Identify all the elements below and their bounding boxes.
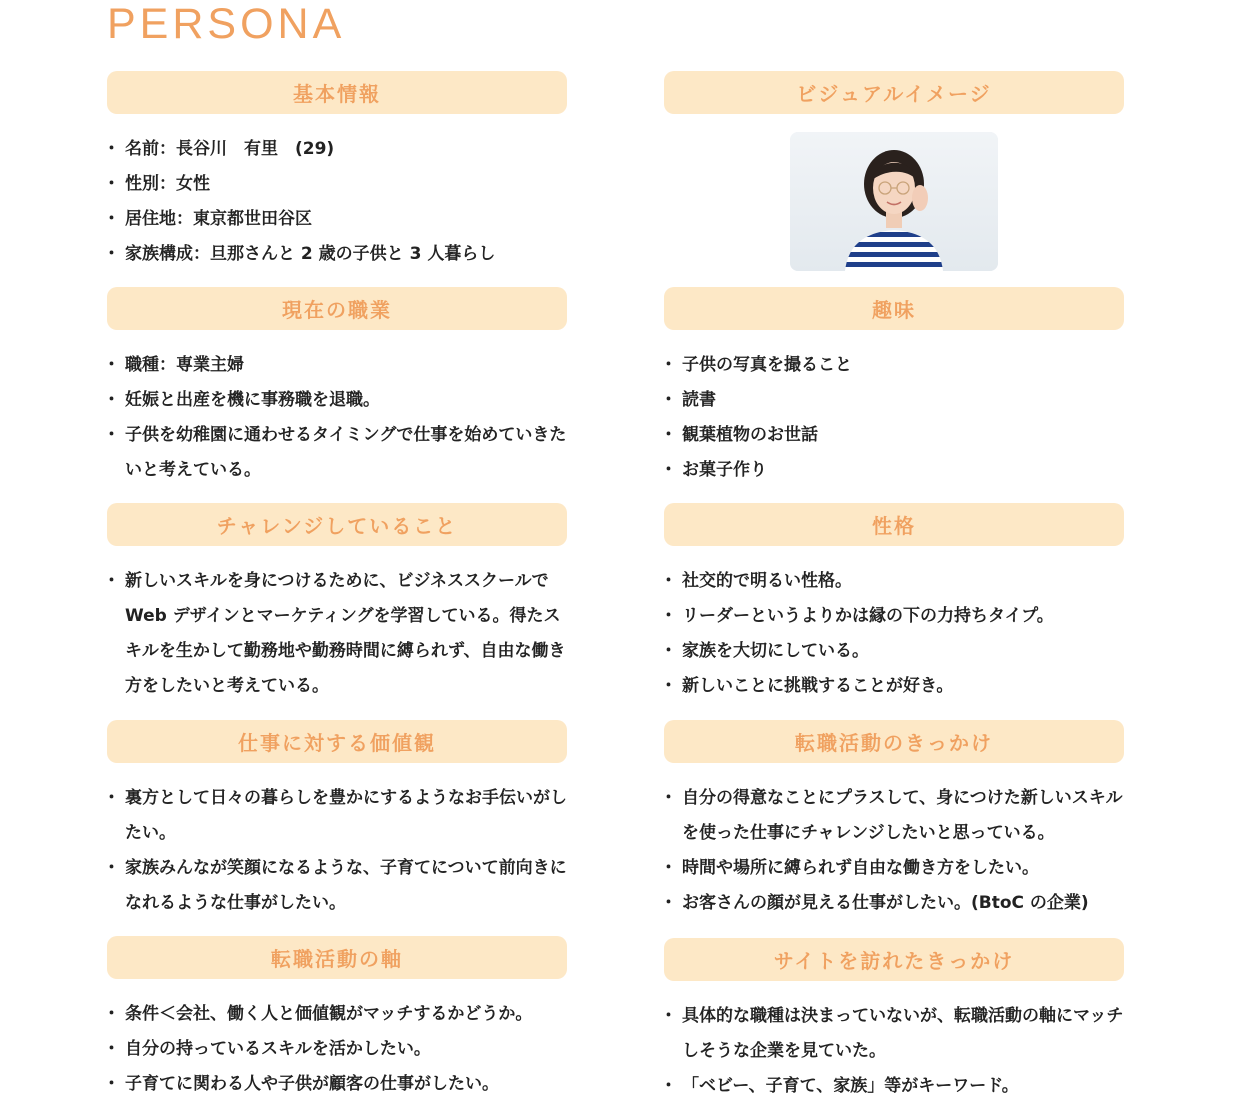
section-list — [109, 564, 567, 704]
section-list — [109, 997, 567, 1102]
section-list — [666, 781, 1124, 921]
section-list — [109, 781, 567, 921]
list-item: ・ お客さんの顔が見える仕事がしたい。(BtoC の企業) — [666, 886, 1124, 921]
list-item: ・ 観葉植物のお世話 — [666, 418, 1124, 453]
section-personality — [664, 503, 1124, 696]
section-list — [666, 564, 1124, 704]
section-header: チャレンジしていること — [107, 503, 567, 546]
list-item: ・ 家族構成：旦那さんと 2 歳の子供と 3 人暮らし — [109, 237, 567, 272]
list-item: ・ 新しいスキルを身につけるために、ビジネススクールで Web デザインとマーケティングを学習している。得たスキルを生かして勤務地や勤務時間に縛られず、自由な働き方をしたいと考えている。 — [109, 564, 567, 704]
persona-photo-illustration — [790, 132, 998, 271]
section-header: 転職活動のきっかけ — [664, 720, 1124, 763]
section-header: 仕事に対する価値観 — [107, 720, 567, 763]
list-item: ・ 自分の持っているスキルを活かしたい。 — [109, 1032, 567, 1067]
section-header: 転職活動の軸 — [107, 936, 567, 979]
list-item: ・ 具体的な職種は決まっていないが、転職活動の軸にマッチしそうな企業を見ていた。 — [666, 999, 1124, 1069]
section-list — [109, 132, 567, 272]
section-list — [109, 348, 567, 488]
list-item: ・ 性別：女性 — [109, 167, 567, 202]
section-header: 趣味 — [664, 287, 1124, 330]
list-item: ・ 子育てに関わる人や子供が顧客の仕事がしたい。 — [109, 1067, 567, 1102]
list-item: ・ リーダーというよりかは縁の下の力持ちタイプ。 — [666, 599, 1124, 634]
list-item: ・ 時間や場所に縛られず自由な働き方をしたい。 — [666, 851, 1124, 886]
list-item: ・ 名前：長谷川 有里 (29) — [109, 132, 567, 167]
section-challenge — [107, 503, 567, 696]
section-basic-info — [107, 71, 567, 264]
list-item: ・ 職種：専業主婦 — [109, 348, 567, 383]
section-header: 性格 — [664, 503, 1124, 546]
page-title: PERSONA — [107, 0, 346, 48]
list-item: ・ 裏方として日々の暮らしを豊かにするようなお手伝いがしたい。 — [109, 781, 567, 851]
section-hobbies — [664, 287, 1124, 480]
section-list — [666, 999, 1124, 1104]
section-job-hunting-axis — [107, 936, 567, 1094]
list-item: ・ 社交的で明るい性格。 — [666, 564, 1124, 599]
list-item: ・ 家族みんなが笑顔になるような、子育てについて前向きになれるような仕事がしたい。 — [109, 851, 567, 921]
list-item: ・ お菓子作り — [666, 453, 1124, 488]
section-header: 現在の職業 — [107, 287, 567, 330]
list-item: ・ 子供の写真を撮ること — [666, 348, 1124, 383]
section-header: ビジュアルイメージ — [664, 71, 1124, 114]
section-list — [666, 348, 1124, 488]
list-item: ・ 新しいことに挑戦することが好き。 — [666, 669, 1124, 704]
section-work-values — [107, 720, 567, 913]
list-item: ・ 自分の得意なことにプラスして、身につけた新しいスキルを使った仕事にチャレンジしたいと思っている。 — [666, 781, 1124, 851]
section-site-visit-trigger — [664, 938, 1124, 1096]
list-item: ・ 子供を幼稚園に通わせるタイミングで仕事を始めていきたいと考えている。 — [109, 418, 567, 488]
list-item: ・ 居住地：東京都世田谷区 — [109, 202, 567, 237]
section-header: 基本情報 — [107, 71, 567, 114]
list-item: ・ 家族を大切にしている。 — [666, 634, 1124, 669]
section-current-job — [107, 287, 567, 480]
list-item: ・ 「ベビー、子育て、家族」等がキーワード。 — [666, 1069, 1124, 1104]
list-item: ・ 読書 — [666, 383, 1124, 418]
list-item: ・ 条件＜会社、働く人と価値観がマッチするかどうか。 — [109, 997, 567, 1032]
section-header: サイトを訪れたきっかけ — [664, 938, 1124, 981]
list-item: ・ 妊娠と出産を機に事務職を退職。 — [109, 383, 567, 418]
section-job-change-trigger — [664, 720, 1124, 913]
persona-photo — [790, 132, 998, 271]
section-visual-image — [664, 71, 1124, 114]
